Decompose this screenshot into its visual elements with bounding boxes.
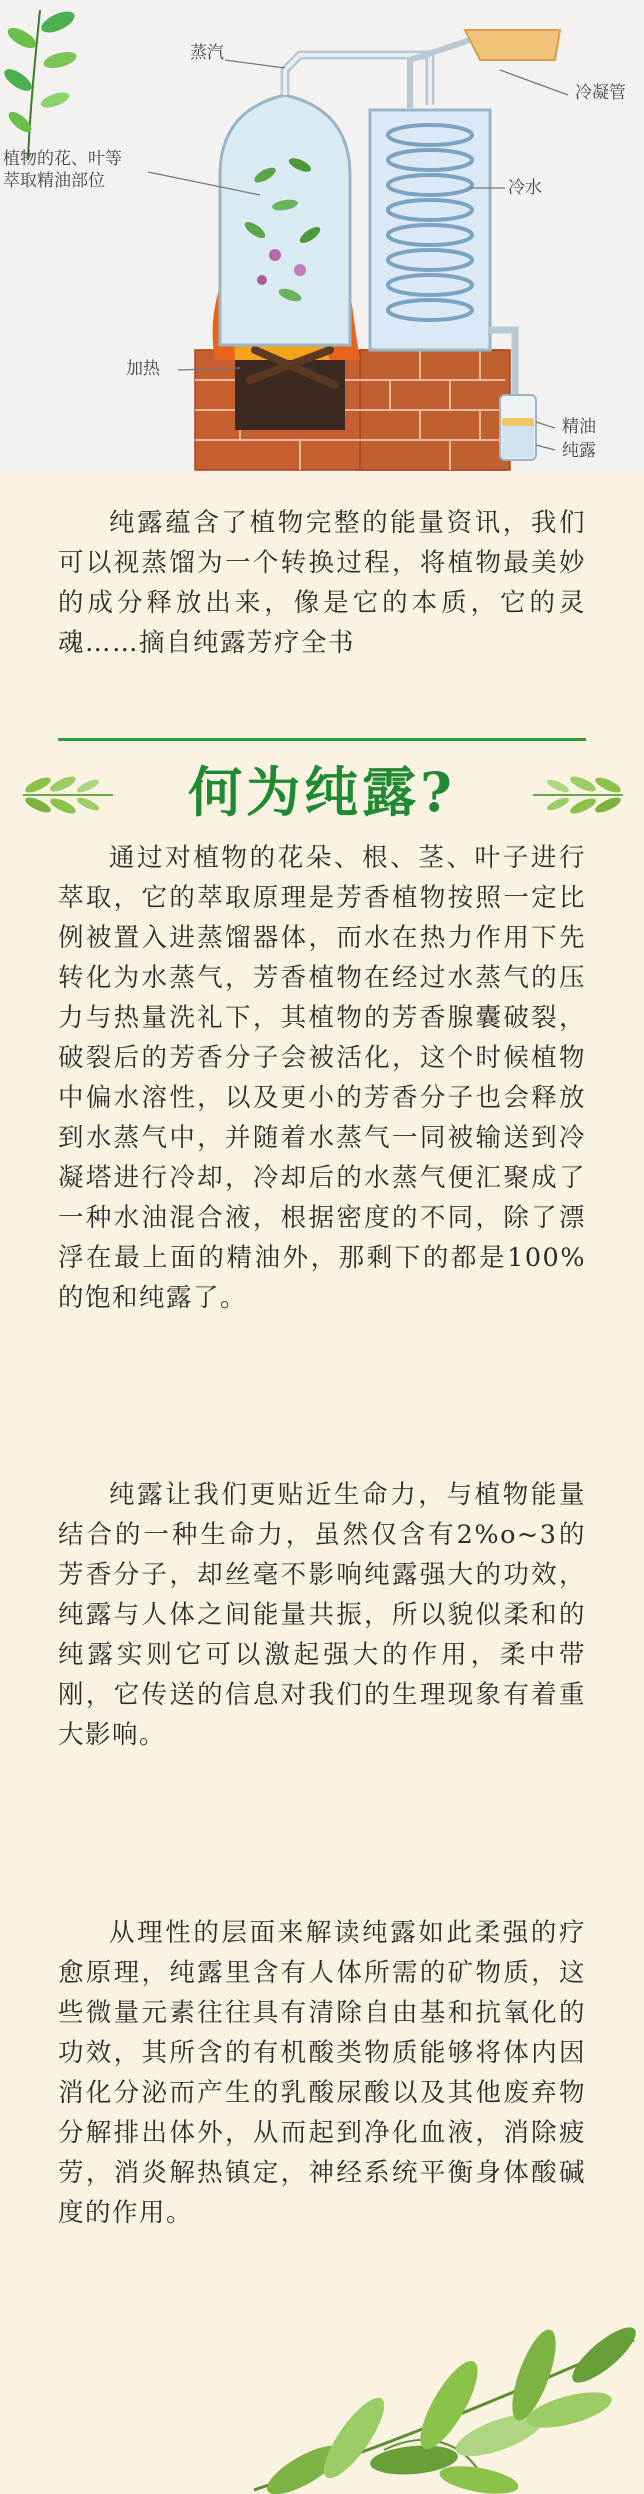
label-hydrosol: 纯露 — [562, 441, 596, 461]
label-steam: 蒸汽 — [190, 43, 224, 63]
distillation-illustration — [0, 0, 644, 472]
body-paragraph-1: 通过对植物的花朵、根、茎、叶子进行萃取，它的萃取原理是芳香植物按照一定比例被置入进蒸馏器体，而水在热力作用下先转化为水蒸气，芳香植物在经过水蒸气的压力与热量洗礼下，其植物的芳香腺囊破裂，破裂后的芳香分子会被活化，这个时候植物中偏水溶性，以及更小的芳香分子也会释放到水蒸气中，并随着水蒸气一同被输送到冷凝塔进行冷却，冷却后的水蒸气便汇聚成了一种水油混合液，根据密度的不同，除了漂浮在最上面的精油外，那剩下的都是100%的饱和纯露了。 — [58, 843, 586, 1313]
section-title: 何为纯露? — [188, 760, 456, 824]
leaf-branch-icon — [1, 7, 78, 160]
label-condenser: 冷凝管 — [575, 83, 626, 103]
label-heating: 加热 — [126, 359, 160, 379]
body-paragraph-2: 纯露让我们更贴近生命力，与植物能量结合的一种生命力，虽然仅含有2%o~3的芳香分子，却丝毫不影响纯露强大的功效，纯露与人体之间能量共振，所以貌似柔和的纯露实则它可以激起强大的作用，柔中带刚，它传送的信息对我们的生理现象有着重大影响。 — [58, 1480, 586, 1750]
label-plant-parts: 植物的花、叶等 萃取精油部位 — [3, 149, 122, 191]
body-paragraph-3: 从理性的层面来解读纯露如此柔强的疗愈原理，纯露里含有人体所需的矿物质，这些微量元素往往具有清除自由基和抗氧化的功效，其所含的有机酸类物质能够将体内因消化分泌而产生的乳酸尿酸以及其他废弃物分解排出体外，从而起到净化血液，消除疲劳，消炎解热镇定，神经系统平衡身体酸碱度的作用。 — [58, 1918, 586, 2228]
label-cold-water: 冷水 — [508, 178, 542, 198]
bottom-leaf-branch-icon — [224, 2310, 644, 2494]
distillation-diagram — [0, 0, 644, 472]
label-essential-oil: 精油 — [562, 417, 596, 437]
intro-paragraph: 纯露蕴含了植物完整的能量资讯，我们可以视蒸馏为一个转换过程，将植物最美妙的成分释放出来，像是它的本质，它的灵魂……摘自纯露芳疗全书 — [58, 508, 586, 658]
section-divider — [58, 738, 586, 741]
